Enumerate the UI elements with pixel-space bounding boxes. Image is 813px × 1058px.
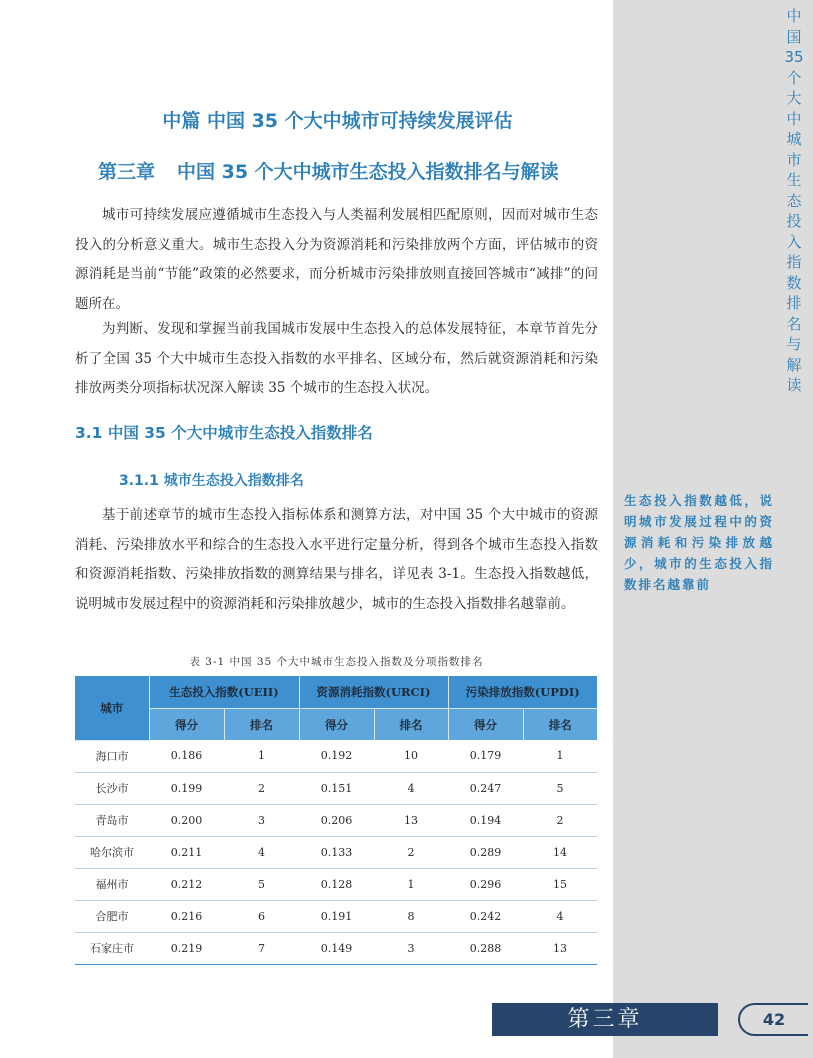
urci-score: 0.149	[299, 932, 374, 964]
urci-header: 资源消耗指数(URCI)	[299, 676, 448, 709]
ueii-score: 0.216	[149, 900, 224, 932]
score-header: 得分	[299, 709, 374, 741]
city-cell: 青岛市	[75, 804, 149, 836]
city-cell: 合肥市	[75, 900, 149, 932]
updi-score: 0.179	[448, 740, 523, 772]
table-row	[75, 740, 597, 772]
ueii-score: 0.211	[149, 836, 224, 868]
rank-header: 排名	[224, 709, 299, 741]
updi-rank: 14	[523, 836, 597, 868]
ueii-rank: 5	[224, 868, 299, 900]
score-header: 得分	[448, 709, 523, 741]
ueii-rank: 1	[224, 740, 299, 772]
updi-header: 污染排放指数(UPDI)	[448, 676, 597, 709]
chapter-number: 第三章	[98, 161, 156, 183]
paragraph-2: 为判断、发现和掌握当前我国城市发展中生态投入的总体发展特征，本章节首先分析了全国 35 个大中城市生态投入指数的水平排名、区域分布，然后就资源消耗和污染排放两类分项指标状况深入解读 35 个城市的生态投入状况。	[75, 321, 598, 396]
table-header-row	[75, 676, 597, 709]
page-number: 42	[738, 1003, 808, 1036]
updi-score: 0.296	[448, 868, 523, 900]
city-cell: 福州市	[75, 868, 149, 900]
updi-score: 0.242	[448, 900, 523, 932]
city-cell: 哈尔滨市	[75, 836, 149, 868]
table-row	[75, 772, 597, 804]
vertical-chapter-title: 中国35个大中城市生态投入指数排名与解读	[784, 7, 804, 394]
urci-rank: 3	[374, 932, 448, 964]
table-row	[75, 900, 597, 932]
margin-note: 生态投入指数越低，说明城市发展过程中的资源消耗和污染排放越少，城市的生态投入指数排名越靠前	[624, 493, 774, 592]
chapter-tab: 第三章	[492, 1003, 718, 1036]
ueii-rank: 2	[224, 772, 299, 804]
updi-rank: 2	[523, 804, 597, 836]
rank-header: 排名	[374, 709, 448, 741]
urci-score: 0.151	[299, 772, 374, 804]
urci-rank: 4	[374, 772, 448, 804]
table-row	[75, 804, 597, 836]
urci-score: 0.191	[299, 900, 374, 932]
table-row	[75, 836, 597, 868]
ueii-score: 0.200	[149, 804, 224, 836]
city-header: 城市	[75, 676, 149, 740]
ueii-header: 生态投入指数(UEII)	[149, 676, 299, 709]
ranking-table	[75, 676, 597, 965]
updi-rank: 1	[523, 740, 597, 772]
updi-score: 0.247	[448, 772, 523, 804]
updi-rank: 4	[523, 900, 597, 932]
urci-rank: 2	[374, 836, 448, 868]
city-cell: 海口市	[75, 740, 149, 772]
urci-rank: 8	[374, 900, 448, 932]
score-header: 得分	[149, 709, 224, 741]
ueii-rank: 7	[224, 932, 299, 964]
city-cell: 石家庄市	[75, 932, 149, 964]
chapter-title	[98, 157, 559, 184]
paragraph-1: 城市可持续发展应遵循城市生态投入与人类福利发展相匹配原则，因而对城市生态投入的分析意义重大。城市生态投入分为资源消耗和污染排放两个方面，评估城市的资源消耗是当前“节能”政策的必然要求，而分析城市污染排放则直接回答城市“减排”的问题所在。	[75, 207, 598, 312]
urci-score: 0.133	[299, 836, 374, 868]
urci-rank: 1	[374, 868, 448, 900]
ueii-score: 0.199	[149, 772, 224, 804]
ueii-rank: 4	[224, 836, 299, 868]
ueii-score: 0.212	[149, 868, 224, 900]
ueii-rank: 3	[224, 804, 299, 836]
table-row	[75, 932, 597, 964]
table-subheader-row	[75, 709, 597, 741]
urci-rank: 10	[374, 740, 448, 772]
part-title: 中篇 中国 35 个大中城市可持续发展评估	[162, 110, 513, 132]
urci-score: 0.206	[299, 804, 374, 836]
rank-header: 排名	[523, 709, 597, 741]
updi-rank: 15	[523, 868, 597, 900]
updi-score: 0.194	[448, 804, 523, 836]
ueii-score: 0.219	[149, 932, 224, 964]
updi-rank: 5	[523, 772, 597, 804]
urci-rank: 13	[374, 804, 448, 836]
paragraph-3: 基于前述章节的城市生态投入指标体系和测算方法，对中国 35 个大中城市的资源消耗、污染排放水平和综合的生态投入水平进行定量分析，得到各个城市生态投入指数和资源消耗指数、污染排放指数的测算结果与排名，详见表 3-1。生态投入指数越低，说明城市发展过程中的资源消耗和污染排放越少，城市的生态投入指数排名越靠前。	[75, 507, 598, 612]
updi-rank: 13	[523, 932, 597, 964]
section-title: 3.1 中国 35 个大中城市生态投入指数排名	[75, 424, 373, 442]
urci-score: 0.192	[299, 740, 374, 772]
subsection-title: 3.1.1 城市生态投入指数排名	[119, 473, 304, 489]
urci-score: 0.128	[299, 868, 374, 900]
ueii-rank: 6	[224, 900, 299, 932]
city-cell: 长沙市	[75, 772, 149, 804]
table-caption: 表 3-1 中国 35 个大中城市生态投入指数及分项指数排名	[189, 656, 484, 668]
table-row	[75, 868, 597, 900]
chapter-title-text: 中国 35 个大中城市生态投入指数排名与解读	[177, 161, 559, 183]
updi-score: 0.288	[448, 932, 523, 964]
updi-score: 0.289	[448, 836, 523, 868]
ueii-score: 0.186	[149, 740, 224, 772]
